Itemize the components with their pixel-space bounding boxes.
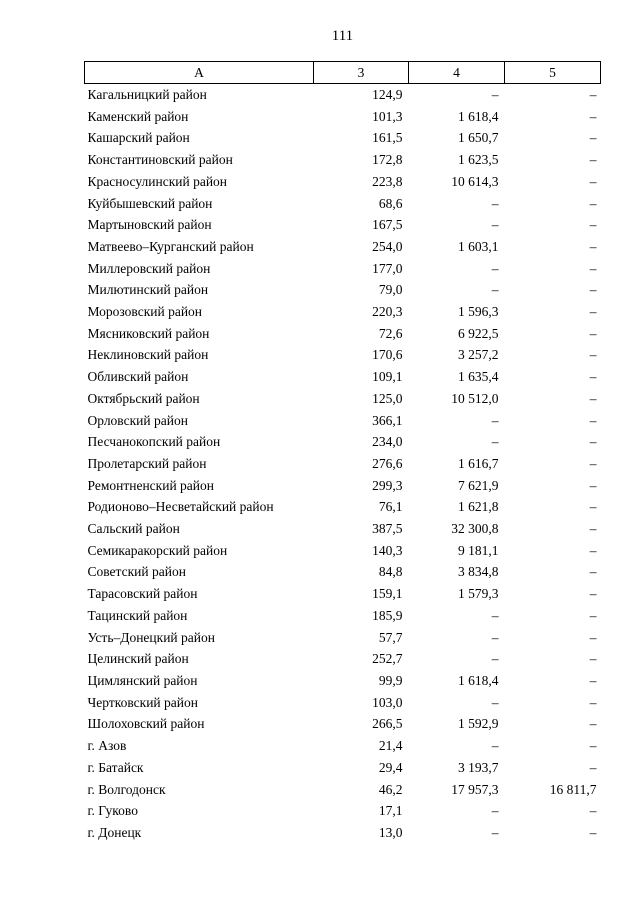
cell-col-4: 6 922,5 (458, 325, 499, 341)
cell-col-5: – (589, 87, 597, 102)
table-row (85, 757, 601, 779)
cell-name: Орловский район (87, 412, 188, 428)
cell-name: Обливский район (87, 369, 189, 385)
cell-col-5: – (589, 672, 597, 688)
cell-col-3: 159,1 (372, 586, 403, 602)
cell-name: Тацинский район (87, 607, 188, 623)
cell-col-4: 1 621,8 (458, 499, 499, 515)
table-row (85, 692, 601, 714)
table-row (85, 648, 601, 670)
cell-col-3: 13,0 (378, 824, 403, 840)
cell-col-5: – (589, 347, 597, 363)
cell-col-3: 76,1 (378, 499, 403, 515)
table-row (85, 475, 601, 497)
cell-name: Миллеровский район (87, 260, 211, 276)
cell-col-5: – (589, 477, 597, 493)
cell-col-5: – (589, 130, 597, 146)
table-row (85, 410, 601, 432)
cell-name: г. Азов (87, 738, 127, 754)
cell-col-4: 3 193,7 (458, 759, 499, 775)
cell-col-4: 7 621,9 (458, 477, 499, 493)
cell-name: Красносулинский район (87, 173, 228, 189)
cell-name: Родионово–Несветайский район (87, 499, 274, 515)
cell-name: Цимлянский район (87, 672, 198, 688)
cell-name: Милютинский район (87, 282, 209, 298)
cell-col-4: 1 603,1 (458, 238, 499, 254)
cell-col-4: – (491, 694, 499, 710)
cell-name: г. Донецк (87, 824, 142, 840)
table-row (85, 713, 601, 735)
cell-col-3: 220,3 (372, 304, 403, 320)
cell-col-5: – (589, 716, 597, 732)
table-row (85, 822, 601, 844)
cell-col-3: 185,9 (372, 607, 403, 623)
cell-col-4: 1 596,3 (458, 304, 499, 320)
cell-col-3: 124,9 (372, 87, 403, 102)
cell-name: Сальский район (87, 521, 180, 537)
cell-col-4: 1 650,7 (458, 130, 499, 146)
table-row (85, 149, 601, 171)
cell-col-4: – (491, 87, 499, 102)
cell-col-4: – (491, 803, 499, 819)
cell-col-4: – (491, 651, 499, 667)
table-row (85, 301, 601, 323)
cell-col-5: – (589, 108, 597, 124)
cell-col-3: 266,5 (372, 716, 403, 732)
cell-col-4: 3 257,2 (458, 347, 499, 363)
cell-col-4: – (491, 412, 499, 428)
table-row (85, 518, 601, 540)
table-row (85, 214, 601, 236)
cell-col-3: 79,0 (378, 282, 403, 298)
cell-col-5: – (589, 694, 597, 710)
table-row (85, 670, 601, 692)
cell-col-5: – (589, 369, 597, 385)
cell-name: Чертковский район (87, 694, 198, 710)
cell-col-3: 366,1 (372, 412, 403, 428)
cell-col-4: 17 957,3 (451, 781, 499, 797)
data-table (84, 61, 601, 844)
cell-col-5: – (589, 521, 597, 537)
cell-col-5: – (589, 564, 597, 580)
cell-col-5: – (589, 260, 597, 276)
cell-col-5: – (589, 738, 597, 754)
cell-name: Целинский район (87, 651, 189, 667)
cell-col-3: 170,6 (372, 347, 403, 363)
cell-col-3: 172,8 (372, 152, 403, 168)
table-row (85, 453, 601, 475)
table-row (85, 258, 601, 280)
cell-col-5: – (589, 759, 597, 775)
table-row (85, 800, 601, 822)
cell-col-4: – (491, 629, 499, 645)
cell-name: Октябрьский район (87, 390, 200, 406)
cell-col-3: 252,7 (372, 651, 403, 667)
cell-col-5: – (589, 412, 597, 428)
cell-col-3: 29,4 (378, 759, 403, 775)
table-row (85, 735, 601, 757)
cell-col-3: 167,5 (372, 217, 403, 233)
cell-col-5: – (589, 629, 597, 645)
cell-col-5: – (589, 195, 597, 211)
table-row (85, 236, 601, 258)
table-row (85, 193, 601, 215)
cell-col-3: 109,1 (372, 369, 403, 385)
cell-col-5: – (589, 238, 597, 254)
cell-name: Пролетарский район (87, 455, 207, 471)
header-col-5: 5 (505, 62, 601, 84)
header-col-3: 3 (314, 62, 409, 84)
cell-name: Константиновский район (87, 152, 233, 168)
cell-col-3: 68,6 (378, 195, 403, 211)
cell-col-4: 10 614,3 (451, 173, 499, 189)
cell-col-5: – (589, 390, 597, 406)
cell-name: Ремонтненский район (87, 477, 214, 493)
cell-col-4: – (491, 824, 499, 840)
cell-col-3: 140,3 (372, 542, 403, 558)
table-row (85, 561, 601, 583)
cell-col-4: 1 616,7 (458, 455, 499, 471)
cell-col-4: 1 618,4 (458, 672, 499, 688)
cell-col-4: 1 635,4 (458, 369, 499, 385)
table-body (85, 84, 601, 844)
cell-col-4: 32 300,8 (451, 521, 499, 537)
table-row (85, 540, 601, 562)
cell-name: г. Гуково (87, 803, 138, 819)
cell-col-3: 234,0 (372, 434, 403, 450)
table-header (85, 62, 601, 84)
cell-name: Мясниковский район (87, 325, 210, 341)
cell-col-4: – (491, 217, 499, 233)
cell-col-5: – (589, 325, 597, 341)
header-col-4: 4 (409, 62, 505, 84)
cell-name: Матвеево–Курганский район (87, 238, 254, 254)
cell-name: Куйбышевский район (87, 195, 213, 211)
cell-name: г. Волгодонск (87, 781, 166, 797)
table-row (85, 84, 601, 106)
cell-name: Тарасовский район (87, 586, 198, 602)
cell-col-4: – (491, 738, 499, 754)
cell-col-5: – (589, 455, 597, 471)
cell-col-5: – (589, 434, 597, 450)
table-row (85, 431, 601, 453)
cell-col-3: 101,3 (372, 108, 403, 124)
table-row (85, 323, 601, 345)
cell-col-3: 299,3 (372, 477, 403, 493)
header-row (85, 62, 601, 84)
cell-col-4: – (491, 282, 499, 298)
cell-col-4: 1 618,4 (458, 108, 499, 124)
table-row (85, 279, 601, 301)
table-row (85, 627, 601, 649)
page-number: 111 (331, 28, 354, 44)
cell-col-4: 9 181,1 (458, 542, 499, 558)
cell-col-3: 46,2 (378, 781, 403, 797)
cell-col-5: – (589, 824, 597, 840)
cell-col-4: – (491, 260, 499, 276)
cell-col-4: 1 592,9 (458, 716, 499, 732)
table-row (85, 605, 601, 627)
cell-col-5: – (589, 304, 597, 320)
cell-name: Каменский район (87, 108, 189, 124)
cell-col-3: 57,7 (378, 629, 403, 645)
table-row (85, 127, 601, 149)
header-col-a: А (85, 62, 314, 84)
cell-col-3: 72,6 (378, 325, 403, 341)
cell-name: Мартыновский район (87, 217, 212, 233)
cell-col-4: – (491, 195, 499, 211)
table-row (85, 106, 601, 128)
cell-col-5: – (589, 651, 597, 667)
cell-name: Советский район (87, 564, 186, 580)
cell-name: Семикаракорский район (87, 542, 228, 558)
cell-col-3: 99,9 (378, 672, 403, 688)
cell-name: Кагальницкий район (87, 87, 207, 102)
cell-col-3: 387,5 (372, 521, 403, 537)
cell-col-3: 276,6 (372, 455, 403, 471)
cell-col-5: – (589, 607, 597, 623)
cell-col-3: 17,1 (378, 803, 403, 819)
cell-name: Усть–Донецкий район (87, 629, 215, 645)
table-row (85, 171, 601, 193)
cell-col-5: 16 811,7 (549, 781, 597, 797)
table-row (85, 344, 601, 366)
cell-col-4: – (491, 434, 499, 450)
cell-name: г. Батайск (87, 759, 144, 775)
cell-col-3: 125,0 (372, 390, 403, 406)
cell-col-3: 223,8 (372, 173, 403, 189)
cell-col-5: – (589, 173, 597, 189)
cell-col-5: – (589, 803, 597, 819)
cell-col-3: 21,4 (378, 738, 403, 754)
cell-col-4: 1 579,3 (458, 586, 499, 602)
cell-name: Морозовский район (87, 304, 203, 320)
table-row (85, 496, 601, 518)
table-row (85, 388, 601, 410)
cell-col-3: 177,0 (372, 260, 403, 276)
cell-col-5: – (589, 217, 597, 233)
cell-name: Кашарский район (87, 130, 190, 146)
table-row (85, 583, 601, 605)
cell-col-3: 254,0 (372, 238, 403, 254)
cell-col-4: – (491, 607, 499, 623)
table-row (85, 779, 601, 801)
cell-col-5: – (589, 586, 597, 602)
cell-name: Песчанокопский район (87, 434, 221, 450)
cell-name: Неклиновский район (87, 347, 209, 363)
cell-col-3: 161,5 (372, 130, 403, 146)
table-row (85, 366, 601, 388)
cell-col-5: – (589, 282, 597, 298)
cell-col-5: – (589, 152, 597, 168)
cell-col-4: 1 623,5 (458, 152, 499, 168)
cell-col-3: 103,0 (372, 694, 403, 710)
cell-col-4: 3 834,8 (458, 564, 499, 580)
cell-col-3: 84,8 (378, 564, 403, 580)
cell-col-4: 10 512,0 (451, 390, 499, 406)
cell-col-5: – (589, 499, 597, 515)
cell-name: Шолоховский район (87, 716, 205, 732)
cell-col-5: – (589, 542, 597, 558)
